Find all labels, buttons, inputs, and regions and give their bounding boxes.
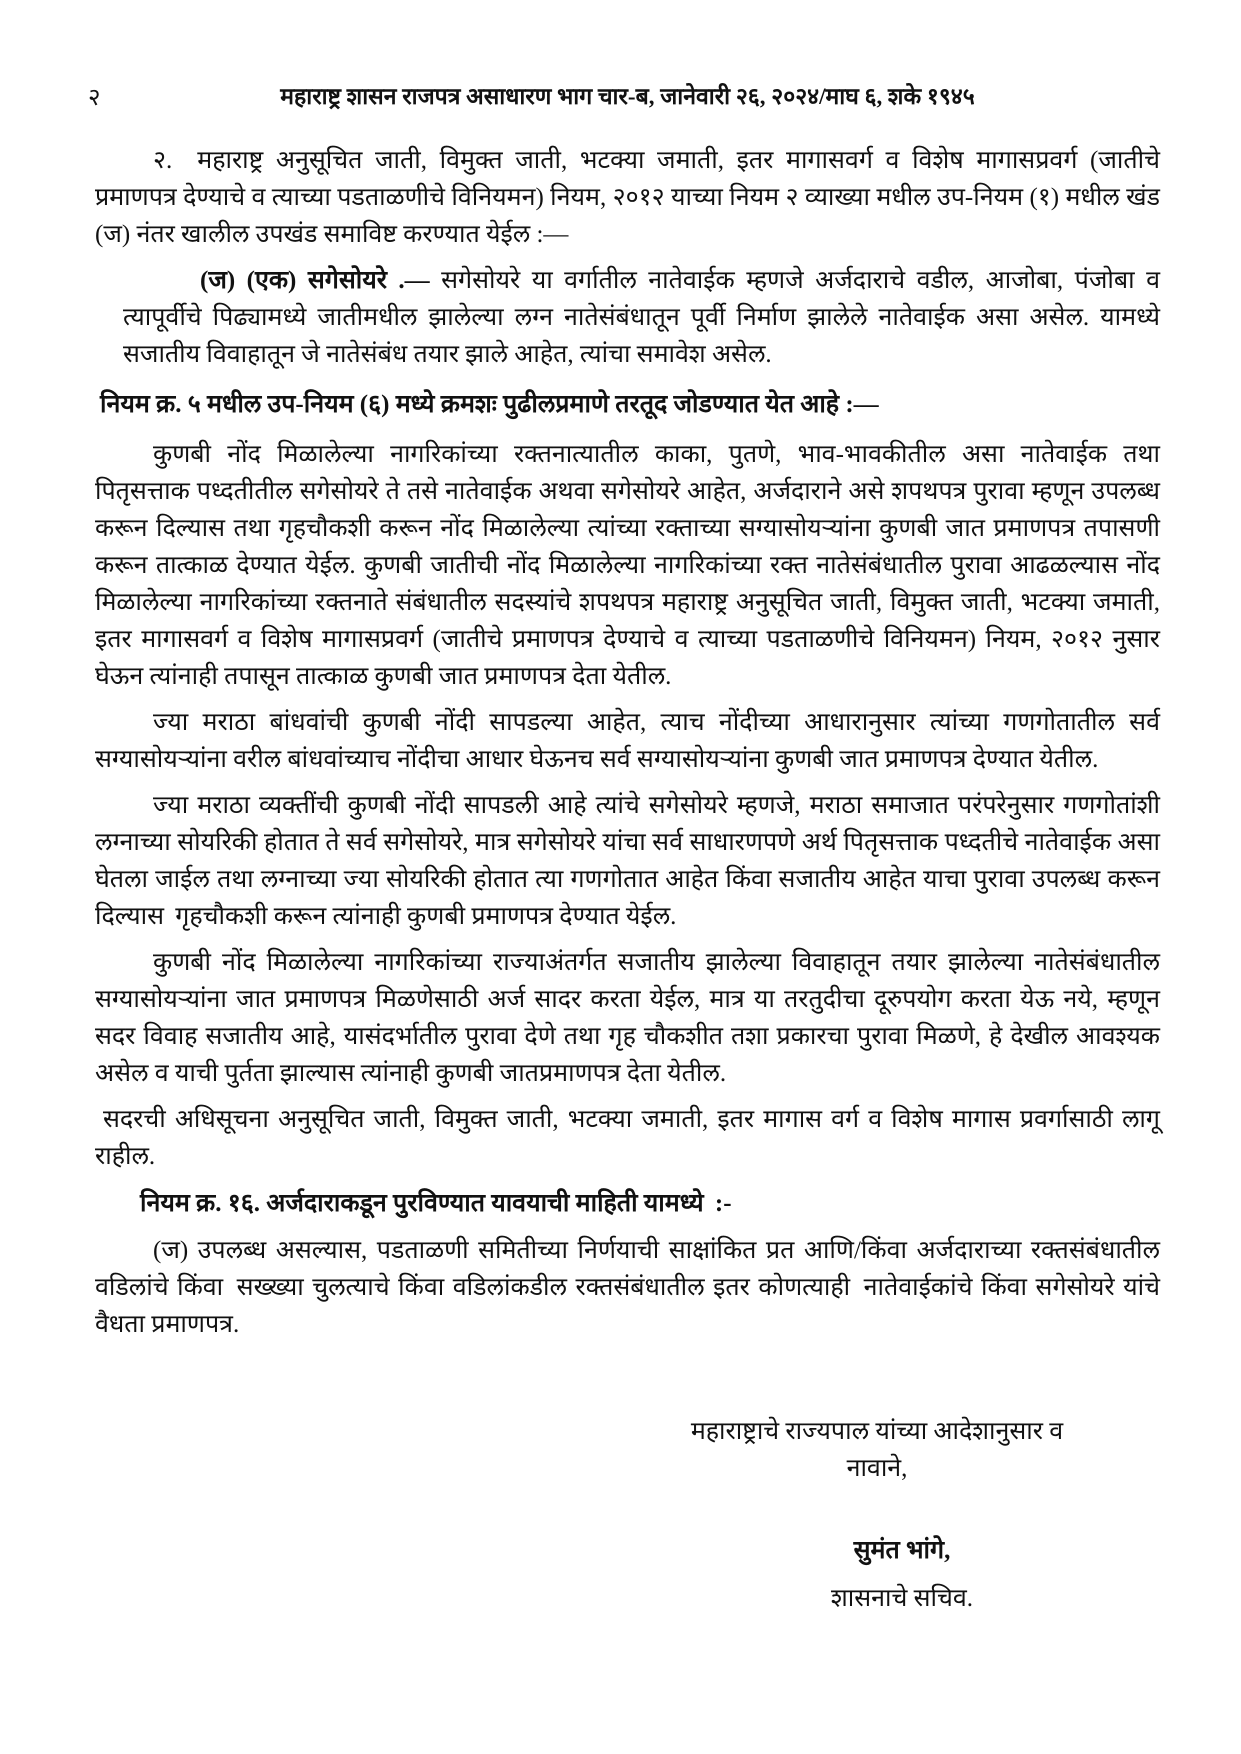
governor-order-line: महाराष्ट्राचे राज्यपाल यांच्या आदेशानुसार व नावाने, — [690, 1418, 1064, 1482]
heading-rule-5: नियम क्र. ५ मधील उप-नियम (६) मध्ये क्रमशः पुढीलप्रमाणे तरतूद जोडण्यात येत आहे :— — [100, 391, 879, 418]
para-kunbi-record: कुणबी नोंद मिळालेल्या नागरिकांच्या रक्तनात्यातील काका, पुतणे, भाव-भावकीतील असा नातेवाईक तथा पितृसत्ताक पध्दतीतील सगेसोयरे ते तसे नातेवाईक अथवा सगेसोयरे आहेत, अर्जदाराने असे शपथपत्र पुरावा म्हणून उपलब्ध करून दिल्यास तथा गृहचौकशी करून नोंद मिळालेल्या त्यांच्या रक्ताच्या सग्यासोयऱ्यांना कुणबी जात प्रमाणपत्र तपासणी करून तात्काळ देण्यात येईल. कुणबी जातीची नोंद मिळालेल्या नागरिकांच्या रक्त नातेसंबंधातील पुरावा आढळल्यास नोंद मिळालेल्या नागरिकांच्या रक्तनाते संबंधातील सदस्यांचे शपथपत्र महाराष्ट्र अनुसूचित जाती, विमुक्त जाती, भटक्या जमाती, इतर मागासवर्ग व विशेष मागासप्रवर्ग (जातीचे प्रमाणपत्र देण्याचे व त्याच्या पडताळणीचे विनियमन) नियम, २०१२ नुसार घेऊन त्यांनाही तपासून तात्काळ कुणबी जात प्रमाणपत्र देता येतील. — [95, 441, 1160, 690]
para-sagesoyare-meaning: ज्या मराठा व्यक्तींची कुणबी नोंदी सापडली आहे त्यांचे सगेसोयरे म्हणजे, मराठा समाजात परंपरेनुसार गणगोतांशी लग्नाच्या सोयरिकी होतात ते सर्व सगेसोयरे, मात्र सगेसोयरे यांचा सर्व साधारणपणे अर्थ पितृसत्ताक पध्दतीचे नातेवाईक असा घेतला जाईल तथा लग्नाच्या ज्या सोयरिकी होतात त्या गणगोतात आहेत किंवा सजातीय आहेत याचा पुरावा उपलब्ध करून दिल्यास गृहचौकशी करून त्यांनाही कुणबी प्रमाणपत्र देण्यात येईल. — [95, 792, 1160, 930]
para-amendment-intro: २. महाराष्ट्र अनुसूचित जाती, विमुक्त जाती, भटक्या जमाती, इतर मागासवर्ग व विशेष मागासप्रवर्ग (जातीचे प्रमाणपत्र देण्याचे व त्याच्या पडताळणीचे विनियमन) नियम, २०१२ याच्या नियम २ व्याख्या मधील उप-नियम (१) मधील खंड (ज) नंतर खालील उपखंड समाविष्ट करण्यात येईल :— — [95, 147, 1160, 248]
para-same-caste-marriage: कुणबी नोंद मिळालेल्या नागरिकांच्या राज्याअंतर्गत सजातीय झालेल्या विवाहातून तयार झालेल्या नातेसंबंधातील सग्यासोयऱ्यांना जात प्रमाणपत्र मिळणेसाठी अर्ज सादर करता येईल, मात्र या तरतुदीचा दूरुपयोग करता येऊ नये, म्हणून सदर विवाह सजातीय आहे, यासंदर्भातील पुरावा देणे तथा गृह चौकशीत तशा प्रकारचा पुरावा मिळणे, हे देखील आवश्यक असेल व याची पुर्तता झाल्यास त्यांनाही कुणबी जातप्रमाणपत्र देता येतील. — [95, 949, 1160, 1087]
para-maratha-records: ज्या मराठा बांधवांची कुणबी नोंदी सापडल्या आहेत, त्याच नोंदीच्या आधारानुसार त्यांच्या गणगोतातील सर्व सग्यासोयऱ्यांना वरील बांधवांच्याच नोंदीचा आधार घेऊनच सर्व सग्यासोयऱ्यांना कुणबी जात प्रमाणपत्र देण्यात येतील. — [95, 709, 1160, 773]
gazette-header — [88, 82, 1160, 112]
clause-sagesoyare-body: सगेसोयरे या वर्गातील नातेवाईक म्हणजे अर्जदाराचे वडील, आजोबा, पंजोबा व त्यापूर्वीचे पिढ्यामध्ये जातीमधील झालेल्या लग्न नातेसंबंधातून पूर्वी निर्माण झालेले नातेवाईक असा असेल. यामध्ये सजातीय विवाहातून जे नातेसंबंध तयार झाले आहेत, त्यांचा समावेश असेल. — [123, 267, 1160, 368]
para-rule16-clause-ja: (ज) उपलब्ध असल्यास, पडताळणी समितीच्या निर्णयाची साक्षांकित प्रत आणि/किंवा अर्जदाराच्या रक्तसंबंधातील वडिलांचे किंवा सख्ख्या चुलत्याचे किंवा वडिलांकडील रक्तसंबंधातील इतर कोणत्याही नातेवाईकांचे किंवा सगेसोयरे यांचे वैधता प्रमाणपत्र. — [95, 1237, 1160, 1338]
para-notification-applicability: सदरची अधिसूचना अनुसूचित जाती, विमुक्त जाती, भटक्या जमाती, इतर मागास वर्ग व विशेष मागास प्रवर्गासाठी लागू राहील. — [95, 1106, 1160, 1170]
gazette-header-title: महाराष्ट्र शासन राजपत्र असाधारण भाग चार-ब, जानेवारी २६, २०२४/माघ ६, शके १९४५ — [280, 84, 975, 109]
page-number: २ — [88, 85, 101, 111]
signatory-designation: शासनाचे सचिव. — [830, 1585, 974, 1612]
heading-rule-16: नियम क्र. १६. अर्जदाराकडून पुरविण्यात यावयाची माहिती यामध्ये :- — [140, 1190, 732, 1217]
clause-sagesoyare-lead: (ज) (एक) सगेसोयरे .— — [200, 267, 430, 294]
signatory-name: सुमंत भांगे, — [853, 1537, 951, 1564]
para-clause-sagesoyare — [123, 262, 1160, 373]
